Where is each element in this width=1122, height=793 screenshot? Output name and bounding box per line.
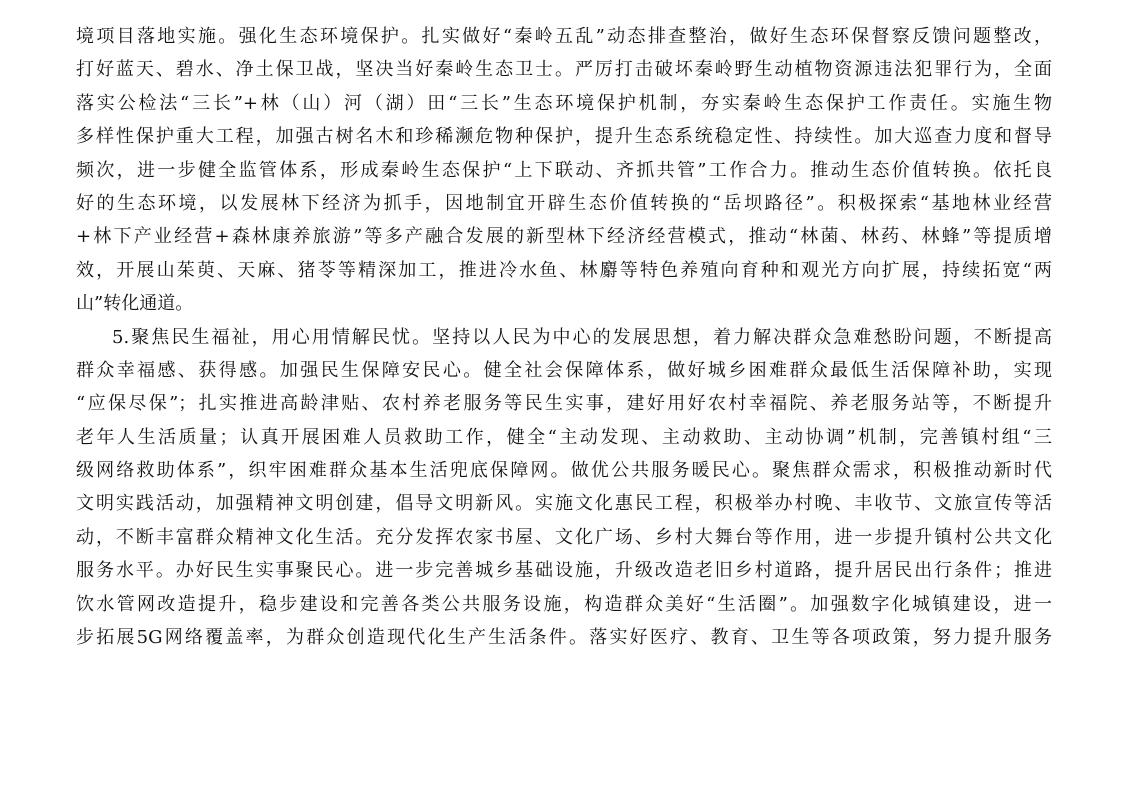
text-line: 频次，进一步健全监管体系，形成秦岭生态保护“上下联动、齐抓共管”工作合力。推动生态价值转换。依托良: [76, 159, 1052, 181]
text-line: 服务水平。办好民生实事聚民心。进一步完善城乡基础设施，升级改造老旧乡村道路，提升居民出行条件；推进: [76, 560, 1052, 582]
text-line: 好的生态环境，以发展林下经济为抓手，因地制宜开辟生态价值转换的“岳坝路径”。积极探索“基地林业经营: [76, 192, 1052, 214]
text-line: 文明实践活动，加强精神文明创建，倡导文明新风。实施文化惠民工程，积极举办村晚、丰收节、文旅宣传等活: [76, 493, 1052, 515]
text-line: 步拓展5G网络覆盖率，为群众创造现代化生产生活条件。落实好医疗、教育、卫生等各项政策，努力提升服务: [76, 627, 1052, 649]
text-line: 落实公检法“三长”+林（山）河（湖）田“三长”生态环境保护机制，夯实秦岭生态保护工作责任。实施生物: [76, 92, 1052, 114]
text-line: 群众幸福感、获得感。加强民生保障安民心。健全社会保障体系，做好城乡困难群众最低生活保障补助，实现: [76, 359, 1052, 381]
text-line: 效，开展山茱萸、天麻、猪苓等精深加工，推进冷水鱼、林麝等特色养殖向育种和观光方向扩展，持续拓宽“两: [76, 259, 1052, 281]
text-line: 老年人生活质量；认真开展困难人员救助工作，健全“主动发现、主动救助、主动协调”机制，完善镇村组“三: [76, 426, 1052, 448]
text-line: “应保尽保”；扎实推进高龄津贴、农村养老服务等民生实事，建好用好农村幸福院、养老服务站等，不断提升: [76, 393, 1052, 415]
text-line: 级网络救助体系”，织牢困难群众基本生活兜底保障网。做优公共服务暖民心。聚焦群众需求，积极推动新时代: [76, 460, 1052, 482]
text-line: 山”转化通道。: [76, 293, 194, 315]
text-line: 5.聚焦民生福祉，用心用情解民忧。坚持以人民为中心的发展思想，着力解决群众急难愁盼问题，不断提高: [112, 326, 1052, 348]
text-line: +林下产业经营+森林康养旅游”等多产融合发展的新型林下经济经营模式，推动“林菌、林药、林蜂”等提质增: [76, 226, 1052, 248]
text-line: 多样性保护重大工程，加强古树名木和珍稀濒危物种保护，提升生态系统稳定性、持续性。加大巡查力度和督导: [76, 126, 1052, 148]
text-line: 饮水管网改造提升，稳步建设和完善各类公共服务设施，构造群众美好“生活圈”。加强数字化城镇建设，进一: [76, 593, 1052, 615]
text-line: 境项目落地实施。强化生态环境保护。扎实做好“秦岭五乱”动态排查整治，做好生态环保督察反馈问题整改，: [76, 26, 1052, 47]
text-line: 动，不断丰富群众精神文化生活。充分发挥农家书屋、文化广场、乡村大舞台等作用，进一步提升镇村公共文化: [76, 526, 1052, 548]
paragraph-ecology: [76, 20, 1052, 321]
paragraph-livelihood: [76, 321, 1052, 655]
text-line: 打好蓝天、碧水、净土保卫战，坚决当好秦岭生态卫士。严厉打击破坏秦岭野生动植物资源违法犯罪行为，全面: [76, 59, 1052, 81]
